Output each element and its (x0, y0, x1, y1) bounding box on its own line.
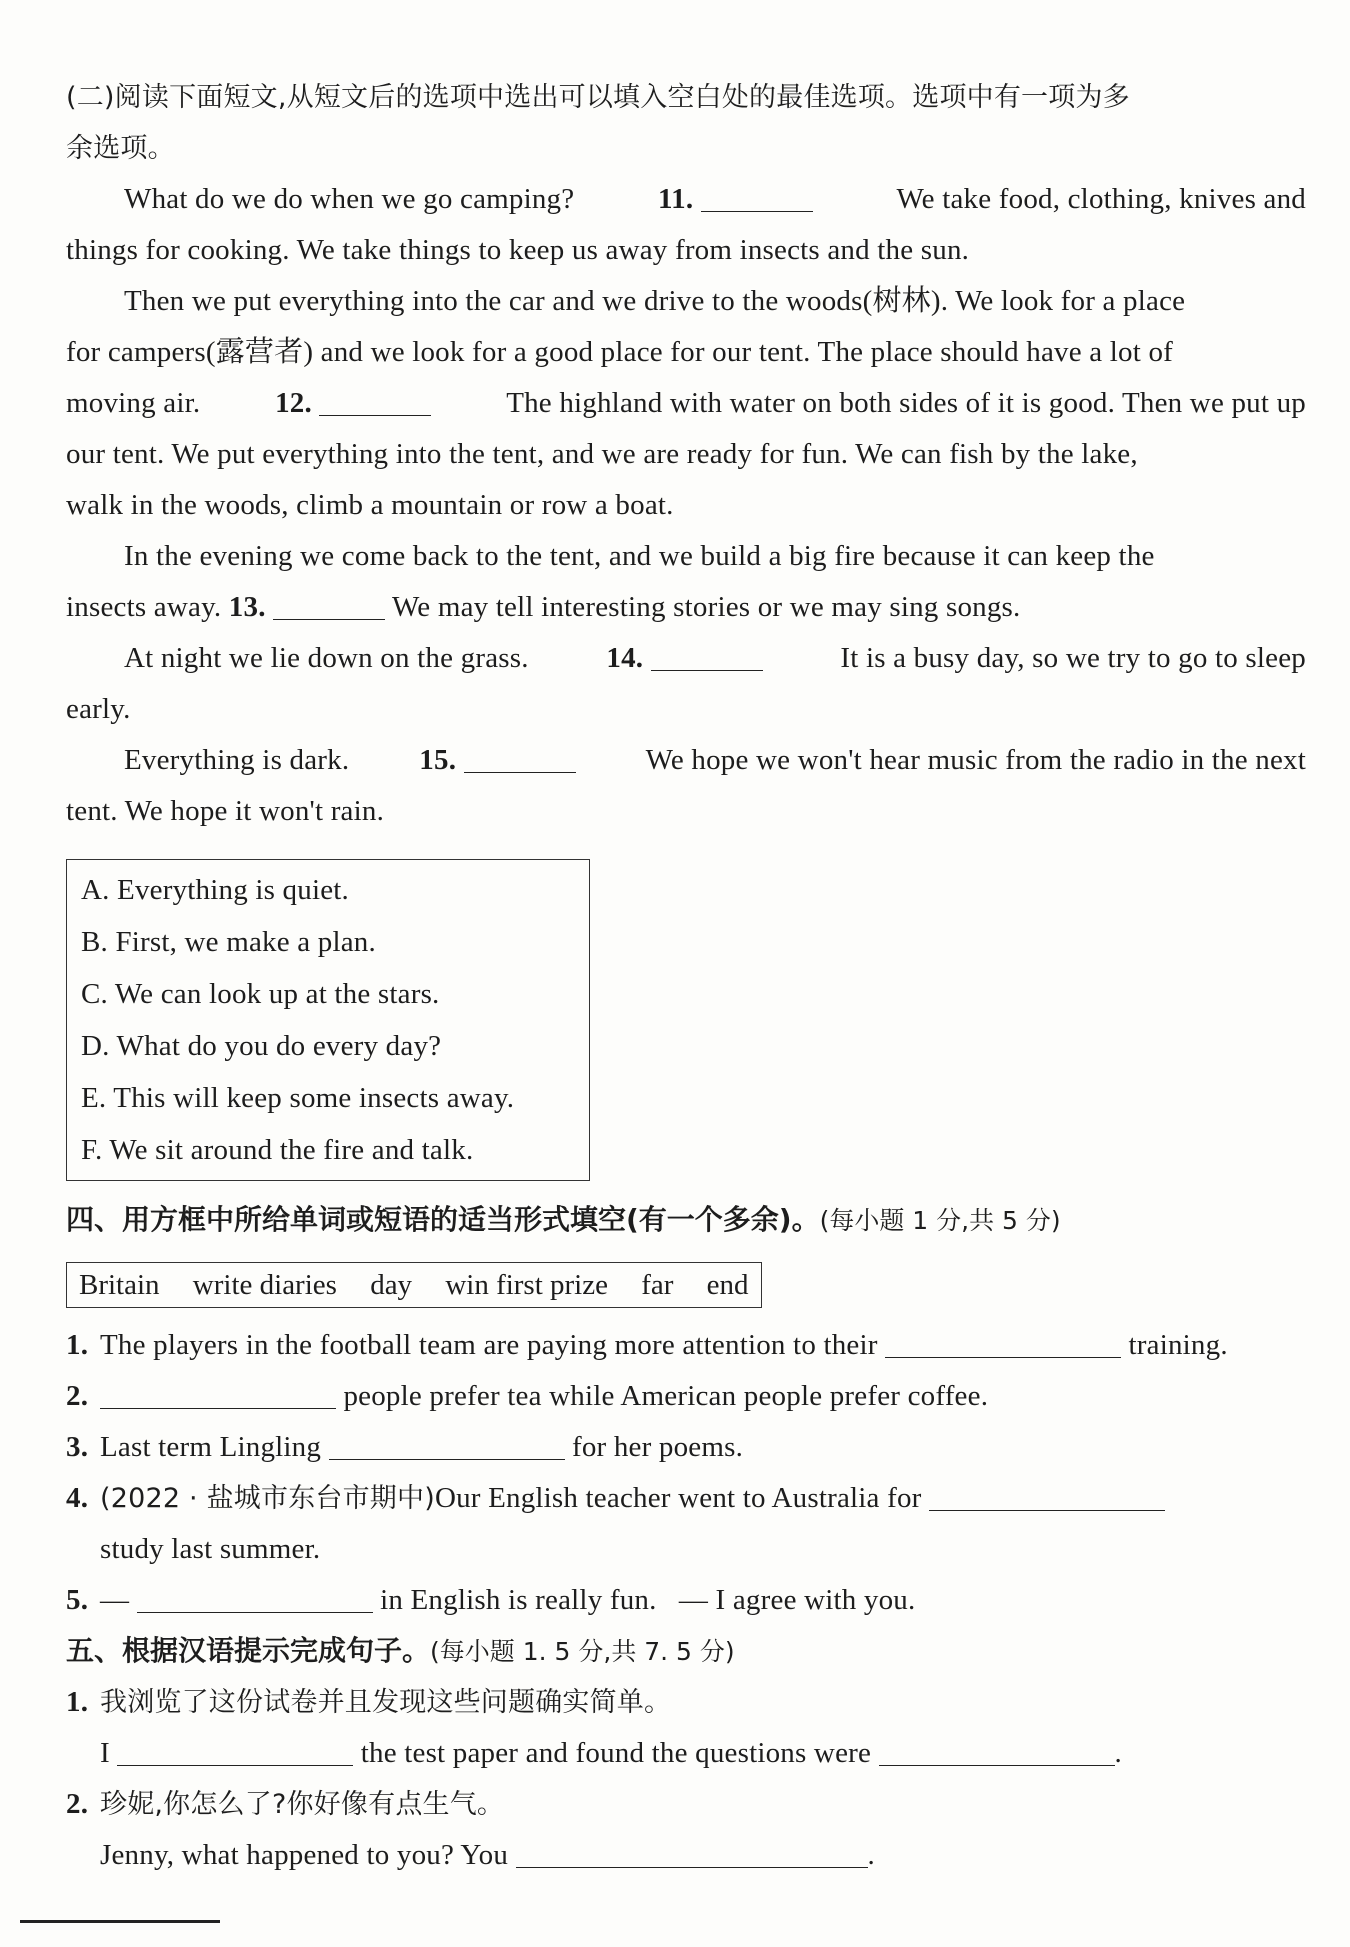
word-bank-item: far (641, 1269, 674, 1301)
passage-paragraph-1-line2: things for cooking. We take things to keep us away from insects and the sun. (66, 234, 970, 266)
passage-paragraph-5-line2: tent. We hope it won't rain. (66, 795, 385, 827)
question-text: Jenny, what happened to you? You (100, 1839, 509, 1871)
option-a: A. Everything is quiet. (81, 874, 349, 906)
question-text: in English is really fun. (380, 1584, 657, 1616)
period: . (867, 1839, 875, 1871)
answer-blank[interactable] (516, 1833, 868, 1868)
passage-text: What do we do when we go camping? (124, 183, 575, 215)
passage-text: insects away. (66, 591, 222, 623)
question-number-11: 11. (658, 183, 694, 215)
part5-heading (66, 1626, 1306, 1677)
passage-paragraph-2-line2: for campers(露营者) and we look for a good place for our tent. The place should have a lot of (66, 336, 1174, 368)
answer-blank-13[interactable] (273, 585, 385, 620)
period: . (1114, 1737, 1122, 1769)
answer-blank[interactable] (329, 1425, 565, 1460)
answer-blank[interactable] (879, 1731, 1115, 1766)
part5-question-2-en (66, 1830, 1306, 1881)
question-number-15: 15. (419, 744, 457, 776)
question-text: I (100, 1737, 110, 1769)
part5-question-2-cn (66, 1779, 1306, 1830)
passage-text: The highland with water on both sides of it is good. Then we put up (506, 387, 1306, 419)
passage-text: We may tell interesting stories or we may sing songs. (392, 591, 1021, 623)
question-number-13: 13. (228, 591, 266, 623)
answer-blank-11[interactable] (701, 177, 813, 212)
part4-question-4 (66, 1473, 1306, 1524)
passage-paragraph-2-line1: Then we put everything into the car and we drive to the woods(树林). We look for a place (124, 285, 1186, 317)
question-number: 1. (66, 1329, 89, 1361)
question-text: the test paper and found the questions were (360, 1737, 872, 1769)
part4-question-1 (66, 1320, 1306, 1371)
passage-text: It is a busy day, so we try to go to sleep (840, 642, 1306, 674)
question-number-14: 14. (606, 642, 644, 674)
part4-question-3 (66, 1422, 1306, 1473)
passage-text: Everything is dark. (124, 744, 350, 776)
option-c: C. We can look up at the stars. (81, 978, 440, 1010)
word-bank-box (66, 1262, 762, 1308)
part4-question-5 (66, 1575, 1306, 1626)
word-bank-item: Britain (79, 1269, 160, 1301)
question-number: 3. (66, 1431, 89, 1463)
question-number: 2. (66, 1788, 89, 1820)
passage-paragraph-3-line1: In the evening we come back to the tent, and we build a big fire because it can keep the (124, 540, 1155, 572)
passage-text: At night we lie down on the grass. (124, 642, 529, 674)
passage-paragraph-5-line1 (66, 735, 1306, 786)
passage-paragraph-4-line1 (66, 633, 1306, 684)
part5-question-1-cn (66, 1677, 1306, 1728)
question-number: 4. (66, 1482, 89, 1514)
answer-blank[interactable] (117, 1731, 353, 1766)
word-bank-item: write diaries (192, 1269, 337, 1301)
part5-score: (每小题 1. 5 分,共 7. 5 分) (430, 1637, 735, 1666)
part2-instruction-line1: (二)阅读下面短文,从短文后的选项中选出可以填入空白处的最佳选项。选项中有一项为多 (66, 82, 1130, 113)
question-text: Our English teacher went to Australia for (434, 1482, 922, 1514)
word-bank-item: end (706, 1269, 749, 1301)
passage-paragraph-4-line2: early. (66, 693, 131, 725)
passage-paragraph-2-line3 (66, 378, 1306, 429)
options-box (66, 859, 590, 1181)
answer-blank[interactable] (885, 1323, 1121, 1358)
option-b: B. First, we make a plan. (81, 926, 376, 958)
question-text: people prefer tea while American people prefer coffee. (343, 1380, 989, 1412)
passage-paragraph-1-line1 (66, 174, 1306, 225)
answer-blank[interactable] (100, 1374, 336, 1409)
question-text: The players in the football team are paying more attention to their (100, 1329, 878, 1361)
dash: — (100, 1584, 130, 1616)
passage-text: moving air. (66, 387, 201, 419)
worksheet-page (66, 72, 1306, 1881)
question-number: 2. (66, 1380, 89, 1412)
question-source: (2022 · 盐城市东台市期中) (100, 1483, 435, 1514)
part4-score: (每小题 1 分,共 5 分) (819, 1206, 1061, 1235)
option-e: E. This will keep some insects away. (81, 1082, 515, 1114)
answer-blank-15[interactable] (464, 738, 576, 773)
passage-paragraph-2-line4: our tent. We put everything into the tent, and we are ready for fun. We can fish by the lake, (66, 438, 1138, 470)
chinese-prompt: 珍妮,你怎么了?你好像有点生气。 (100, 1789, 505, 1820)
answer-blank[interactable] (929, 1476, 1165, 1511)
word-bank-item: day (370, 1269, 413, 1301)
footer-rule (20, 1920, 220, 1923)
part2-instruction-line2: 余选项。 (66, 133, 175, 164)
part5-title: 五、根据汉语提示完成句子。 (66, 1634, 431, 1667)
answer-blank[interactable] (137, 1578, 373, 1613)
passage-paragraph-3-line2 (66, 582, 1306, 633)
part4-question-4-cont: study last summer. (100, 1533, 321, 1565)
part4-heading (66, 1195, 1306, 1246)
question-text: training. (1128, 1329, 1228, 1361)
part5-question-1-en (66, 1728, 1306, 1779)
question-number: 5. (66, 1584, 89, 1616)
question-number-12: 12. (275, 387, 312, 419)
question-text: Last term Lingling (100, 1431, 322, 1463)
chinese-prompt: 我浏览了这份试卷并且发现这些问题确实简单。 (100, 1687, 672, 1718)
option-d: D. What do you do every day? (81, 1030, 442, 1062)
passage-text: We hope we won't hear music from the radio in the next (645, 744, 1306, 776)
question-number: 1. (66, 1686, 89, 1718)
answer-blank-12[interactable] (319, 381, 431, 416)
question-text: — I agree with you. (678, 1584, 916, 1616)
word-bank-item: win first prize (445, 1269, 608, 1301)
answer-blank-14[interactable] (651, 636, 763, 671)
passage-paragraph-2-line5: walk in the woods, climb a mountain or row a boat. (66, 489, 674, 521)
passage-text: We take food, clothing, knives and (896, 183, 1306, 215)
part4-title: 四、用方框中所给单词或短语的适当形式填空(有一个多余)。 (66, 1203, 820, 1236)
option-f: F. We sit around the fire and talk. (81, 1134, 474, 1166)
question-text: for her poems. (571, 1431, 744, 1463)
part4-question-2 (66, 1371, 1306, 1422)
